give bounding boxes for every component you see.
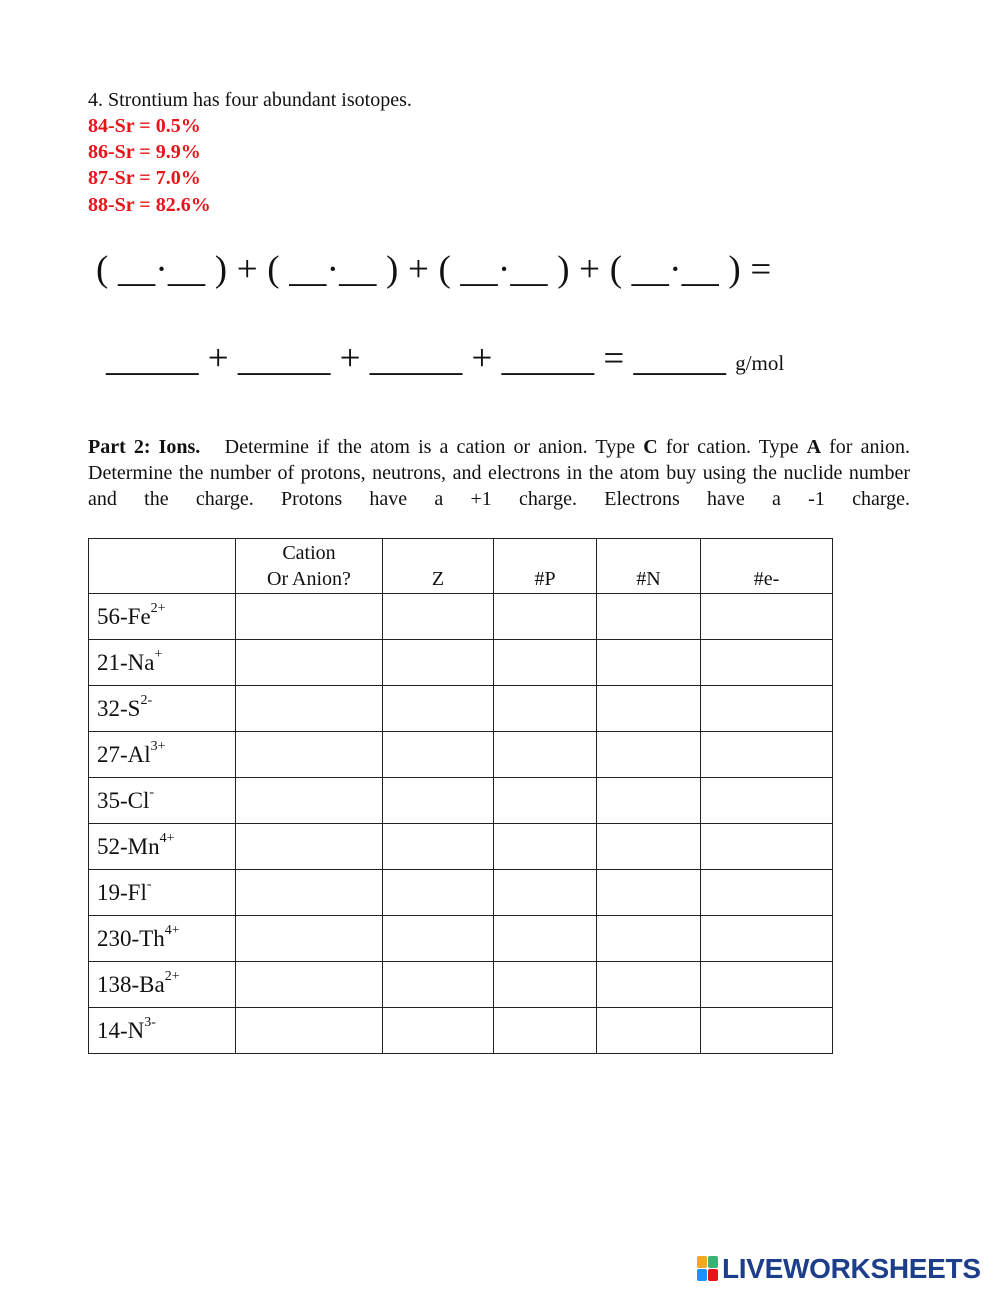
z-cell[interactable] — [383, 778, 494, 824]
cation-anion-cell[interactable] — [236, 640, 383, 686]
table-row — [89, 962, 833, 1008]
ion-charge: 3- — [144, 1014, 156, 1030]
cation-anion-cell[interactable] — [236, 594, 383, 640]
header-blank — [89, 539, 236, 594]
z-cell[interactable] — [383, 870, 494, 916]
ion-charge: 2+ — [150, 600, 166, 616]
z-cell[interactable] — [383, 732, 494, 778]
ion-symbol: 27-Al — [97, 741, 151, 767]
neutrons-cell[interactable] — [597, 916, 701, 962]
table-row — [89, 824, 833, 870]
protons-cell[interactable] — [494, 870, 597, 916]
sum-equation — [106, 337, 784, 380]
cation-anion-cell[interactable] — [236, 1008, 383, 1054]
instruction-text-2: for cation. Type — [657, 436, 807, 458]
cation-anion-cell[interactable] — [236, 824, 383, 870]
cation-anion-cell[interactable] — [236, 778, 383, 824]
header-cation-or-anion — [236, 539, 383, 594]
electrons-cell[interactable] — [701, 778, 833, 824]
cation-code: C — [643, 436, 658, 458]
instruction-text-1: Determine if the atom is a cation or anion. Type — [224, 436, 644, 458]
protons-cell[interactable] — [494, 778, 597, 824]
protons-cell[interactable] — [494, 916, 597, 962]
neutrons-cell[interactable] — [597, 824, 701, 870]
ion-symbol: 32-S — [97, 695, 141, 721]
header-electrons: #e- — [701, 539, 833, 594]
part2-instructions — [88, 434, 910, 512]
z-cell[interactable] — [383, 686, 494, 732]
electrons-cell[interactable] — [701, 962, 833, 1008]
z-cell[interactable] — [383, 962, 494, 1008]
z-cell[interactable] — [383, 640, 494, 686]
table-row — [89, 686, 833, 732]
ions-table — [88, 538, 833, 1054]
cation-anion-cell[interactable] — [236, 916, 383, 962]
table-row — [89, 870, 833, 916]
neutrons-cell[interactable] — [597, 870, 701, 916]
part2-heading: Part 2: Ions. — [88, 436, 201, 458]
cation-anion-cell[interactable] — [236, 686, 383, 732]
isotope-86: 86-Sr = 9.9% — [88, 141, 201, 163]
protons-cell[interactable] — [494, 962, 597, 1008]
protons-cell[interactable] — [494, 640, 597, 686]
table-row — [89, 1008, 833, 1054]
protons-cell[interactable] — [494, 1008, 597, 1054]
electrons-cell[interactable] — [701, 1008, 833, 1054]
ion-symbol: 19-Fl — [97, 879, 147, 905]
instruction-text-3: for anion. Determine the number of protons, neutrons, and electrons in the atom buy using the nuclide number and the charge. Protons have a +1 charge. Electrons have a -1 charge. — [88, 436, 911, 510]
neutrons-cell[interactable] — [597, 732, 701, 778]
anion-code: A — [806, 436, 822, 458]
ion-label — [89, 686, 236, 732]
neutrons-cell[interactable] — [597, 1008, 701, 1054]
ion-symbol: 35-Cl — [97, 787, 150, 813]
ion-label — [89, 732, 236, 778]
table-row — [89, 916, 833, 962]
table-row — [89, 594, 833, 640]
ion-symbol: 230-Th — [97, 925, 165, 951]
ion-symbol: 56-Fe — [97, 603, 151, 629]
protons-cell[interactable] — [494, 594, 597, 640]
electrons-cell[interactable] — [701, 732, 833, 778]
header-protons: #P — [494, 539, 597, 594]
neutrons-cell[interactable] — [597, 640, 701, 686]
ion-charge: - — [149, 784, 155, 800]
ion-charge: 4+ — [159, 830, 175, 846]
ion-label — [89, 594, 236, 640]
z-cell[interactable] — [383, 824, 494, 870]
isotope-87: 87-Sr = 7.0% — [88, 167, 201, 189]
ion-charge: 4+ — [164, 922, 180, 938]
header-z: Z — [383, 539, 494, 594]
cation-anion-cell[interactable] — [236, 870, 383, 916]
average-mass-equation: ( __·__ ) + ( __·__ ) + ( __·__ ) + ( __·__ ) = — [96, 249, 772, 290]
z-cell[interactable] — [383, 594, 494, 640]
neutrons-cell[interactable] — [597, 686, 701, 732]
ion-label — [89, 778, 236, 824]
cation-anion-cell[interactable] — [236, 962, 383, 1008]
unit-label: g/mol — [735, 351, 785, 375]
ion-symbol: 21-Na — [97, 649, 155, 675]
z-cell[interactable] — [383, 1008, 494, 1054]
electrons-cell[interactable] — [701, 870, 833, 916]
question-4-text: 4. Strontium has four abundant isotopes. — [88, 89, 412, 111]
isotope-88: 88-Sr = 82.6% — [88, 194, 211, 216]
electrons-cell[interactable] — [701, 824, 833, 870]
protons-cell[interactable] — [494, 686, 597, 732]
ion-symbol: 52-Mn — [97, 833, 160, 859]
ion-symbol: 138-Ba — [97, 971, 165, 997]
cation-anion-cell[interactable] — [236, 732, 383, 778]
sum-equation-blanks: _____ + _____ + _____ + _____ = _____ — [106, 338, 726, 379]
ion-charge: 2+ — [164, 968, 180, 984]
table-header-row — [89, 539, 833, 594]
table-row — [89, 778, 833, 824]
ion-charge: + — [154, 646, 163, 662]
liveworksheets-logo — [697, 1254, 981, 1284]
isotope-84: 84-Sr = 0.5% — [88, 115, 201, 137]
ion-charge: 3+ — [150, 738, 166, 754]
protons-cell[interactable] — [494, 824, 597, 870]
header-or-anion: Or Anion? — [267, 568, 351, 590]
ion-label — [89, 870, 236, 916]
electrons-cell[interactable] — [701, 686, 833, 732]
header-cation: Cation — [282, 542, 336, 564]
neutrons-cell[interactable] — [597, 594, 701, 640]
z-cell[interactable] — [383, 916, 494, 962]
electrons-cell[interactable] — [701, 916, 833, 962]
ion-label — [89, 824, 236, 870]
protons-cell[interactable] — [494, 732, 597, 778]
electrons-cell[interactable] — [701, 594, 833, 640]
table-row — [89, 732, 833, 778]
ion-label — [89, 1008, 236, 1054]
table-row — [89, 640, 833, 686]
ion-symbol: 14-N — [97, 1017, 145, 1043]
ion-label — [89, 916, 236, 962]
logo-text: LIVEWORKSHEETS — [722, 1253, 981, 1284]
neutrons-cell[interactable] — [597, 778, 701, 824]
logo-blocks-icon — [697, 1256, 719, 1282]
neutrons-cell[interactable] — [597, 962, 701, 1008]
ion-charge: 2- — [140, 692, 153, 708]
ion-charge: - — [146, 876, 152, 892]
ion-label — [89, 962, 236, 1008]
header-neutrons: #N — [597, 539, 701, 594]
electrons-cell[interactable] — [701, 640, 833, 686]
ion-label — [89, 640, 236, 686]
